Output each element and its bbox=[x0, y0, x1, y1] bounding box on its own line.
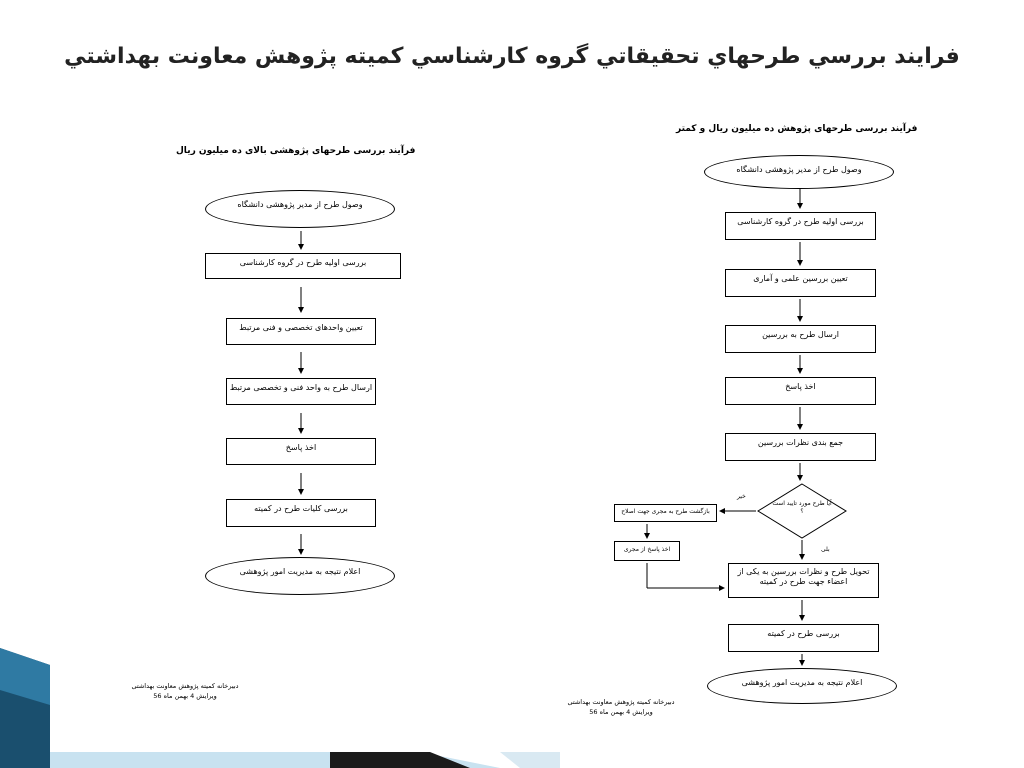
left-chart-title: فرآیند بررسی طرحهای پژوهشی بالای ده میلیون ریال bbox=[176, 146, 416, 156]
right-end-oval: اعلام نتیجه به مدیریت امور پژوهشی bbox=[707, 668, 897, 704]
left-step-4: ارسال طرح به واحد فنی و تخصصی مرتبط bbox=[226, 378, 376, 405]
right-step-6: جمع بندی نظرات بررسین bbox=[725, 433, 876, 461]
slide-title: فرايند بررسي طرحهاي تحقيقاتي گروه كارشناسي كميته پژوهش معاونت بهداشتي bbox=[64, 44, 960, 69]
left-footer-line1: دبیرخانه کمیته پژوهش معاونت بهداشتی bbox=[131, 682, 239, 690]
right-step-4: ارسال طرح به بررسین bbox=[725, 325, 876, 353]
right-decision-label: آیا طرح مورد تایید است ؟ bbox=[772, 500, 832, 516]
right-yes-label: بلی bbox=[821, 546, 830, 553]
left-step-6: بررسی کلیات طرح در کمیته bbox=[226, 499, 376, 527]
left-step-5: اخذ پاسخ bbox=[226, 438, 376, 465]
left-footer-line2: ویرایش 4 بهمن ماه 56 bbox=[153, 691, 217, 700]
right-start-oval: وصول طرح از مدیر پژوهشی دانشگاه bbox=[704, 155, 894, 189]
right-footer-line2: ویرایش 4 بهمن ماه 56 bbox=[589, 707, 653, 716]
right-chart-title: فرآیند بررسی طرحهای پژوهش ده میلیون ریال و کمتر bbox=[676, 124, 918, 134]
left-step-2: بررسی اولیه طرح در گروه کارشناسی bbox=[205, 253, 401, 279]
right-deliver-box: تحویل طرح و نظرات بررسین به یکی از اعضاء جهت طرح در کمیته bbox=[728, 563, 879, 598]
right-response-box: اخذ پاسخ از مجری bbox=[614, 541, 680, 561]
right-no-label: خیر bbox=[737, 493, 746, 500]
right-return-box: بازگشت طرح به مجری جهت اصلاح bbox=[614, 504, 717, 522]
right-footer-line1: دبیرخانه کمیته پژوهش معاونت بهداشتی bbox=[567, 698, 675, 706]
right-step-5: اخذ پاسخ bbox=[725, 377, 876, 405]
left-step-3: تعیین واحدهای تخصصی و فنی مرتبط bbox=[226, 318, 376, 345]
right-step-2: بررسی اولیه طرح در گروه کارشناسی bbox=[725, 212, 876, 240]
right-committee-box: بررسی طرح در کمیته bbox=[728, 624, 879, 652]
left-end-oval: اعلام نتیجه به مدیریت امور پژوهشی bbox=[205, 557, 395, 595]
right-step-3: تعیین بررسین علمی و آماری bbox=[725, 269, 876, 297]
left-start-oval: وصول طرح از مدیر پژوهشی دانشگاه bbox=[205, 190, 395, 228]
